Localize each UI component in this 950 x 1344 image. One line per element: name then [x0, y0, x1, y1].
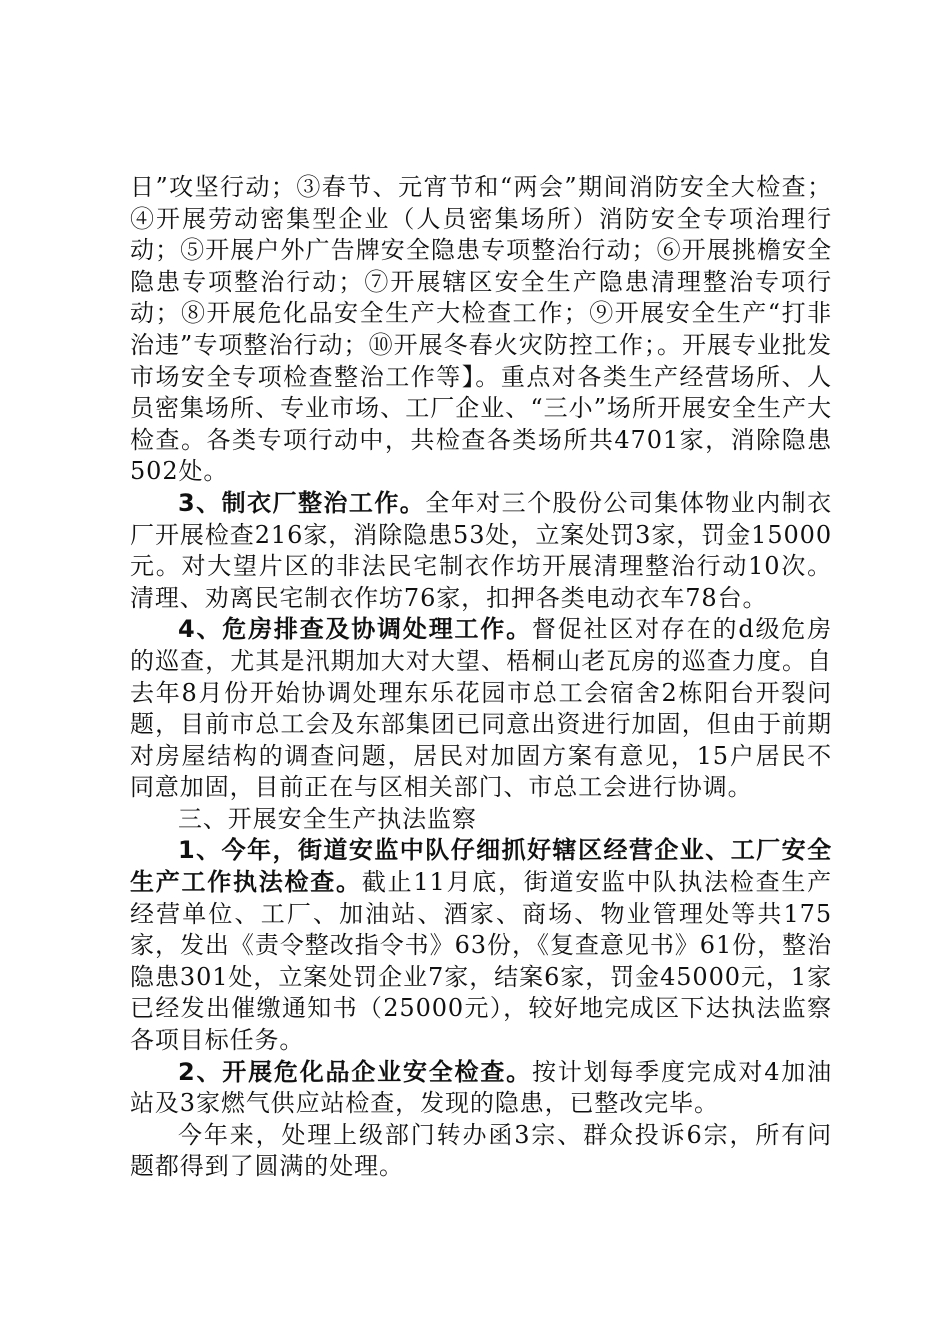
paragraph-garment-factory	[130, 488, 832, 614]
paragraph-special-actions: 日”攻坚行动；③春节、元宵节和“两会”期间消防安全大检查；④开展劳动密集型企业（人员密集场所）消防安全专项治理行动；⑤开展户外广告牌安全隐患专项整治行动；⑥开展挑檐安全隐患专项整治行动；⑦开展辖区安全生产隐患清理整治专项行动；⑧开展危化品安全生产大检查工作；⑨开展安全生产“打非治违”专项整治行动；⑩开展冬春火灾防控工作；。开展专业批发市场安全专项检查整治工作等】。重点对各类生产经营场所、人员密集场所、专业市场、工厂企业、“三小”场所开展安全生产大检查。各类专项行动中，共检查各类场所共4701家，消除隐患502处。	[130, 173, 832, 486]
paragraph-lead: 4、危房排查及协调处理工作。	[178, 615, 532, 644]
paragraph-complaints: 今年来，处理上级部门转办函3宗、群众投诉6宗，所有问题都得到了圆满的处理。	[130, 1120, 832, 1181]
paragraph-lead: 2、开展危化品企业安全检查。	[178, 1057, 532, 1086]
paragraph-body: 全年对三个股份公司集体物业内制衣厂开展检查216家，消除隐患53处，立案处罚3家，罚金15000元。对大望片区的非法民宅制衣作坊开展清理整治行动10次。清理、劝离民宅制衣作坊76家，扣押各类电动衣车78台。	[130, 488, 832, 612]
paragraph-lead: 1、今年，街道安监中队仔细抓好辖区经营企业、工厂安全生产工作执法检查。	[130, 836, 832, 897]
paragraph-body: 按计划每季度完成对4加油站及3家燃气供应站检查，发现的隐患，已整改完毕。	[130, 1057, 832, 1118]
paragraph-hazardous-chemicals	[130, 1057, 832, 1120]
paragraph-body: 督促社区对存在的d级危房的巡查，尤其是汛期加大对大望、梧桐山老瓦房的巡查力度。自去年8月份开始协调处理东乐花园市总工会宿舍2栋阳台开裂问题，目前市总工会及东部集团已同意出资进行加固，但由于前期对房屋结构的调查问题，居民对加固方案有意见，15户居民不同意加固，目前正在与区相关部门、市总工会进行协调。	[130, 615, 832, 802]
paragraph-dangerous-housing	[130, 614, 832, 804]
section-heading: 三、开展安全生产执法监察	[178, 804, 477, 833]
paragraph-law-enforcement	[130, 835, 832, 1056]
paragraph-body: 截止11月底，街道安监中队执法检查生产经营单位、工厂、加油站、酒家、商场、物业管理处等共175家，发出《责令整改指令书》63份，《复查意见书》61份，整治隐患301处，立案处罚企业7家，结案6家，罚金45000元，1家已经发出催缴通知书（25000元），较好地完成区下达执法监察各项目标任务。	[130, 868, 832, 1055]
paragraph-lead: 3、制衣厂整治工作。	[178, 488, 426, 517]
